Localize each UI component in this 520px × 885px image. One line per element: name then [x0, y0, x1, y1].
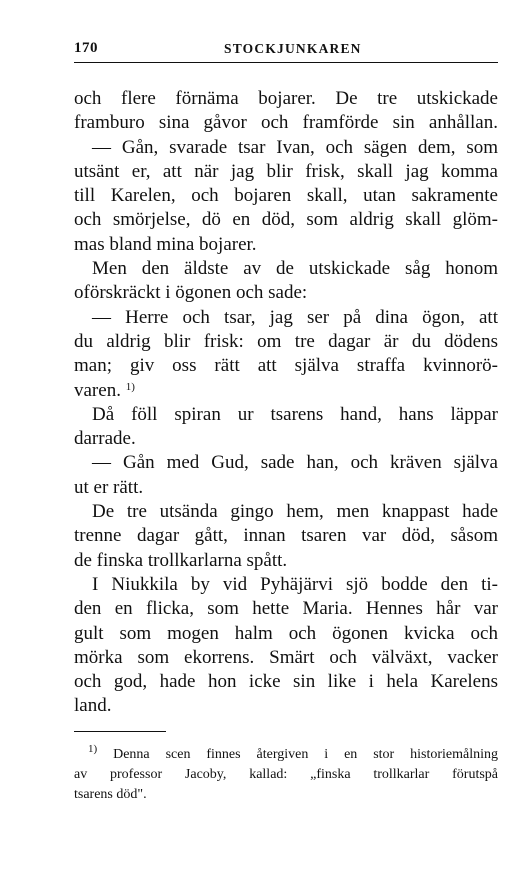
footnote-marker: 1): [88, 743, 98, 755]
text-line: — Gån med Gud, sade han, och kräven själva: [92, 452, 498, 474]
footnote: [74, 745, 498, 805]
text-line: till Karelen, och bojaren skall, utan sakramente: [74, 185, 498, 207]
text-line: ut er rätt.: [74, 476, 144, 498]
footnote-divider: [74, 731, 166, 732]
footnote-line: [74, 745, 498, 765]
footnote-line-content: Denna scen finnes återgiven i en stor historiemålning: [113, 747, 499, 762]
footnote-line: tsarens död".: [74, 787, 147, 802]
running-title: STOCKJUNKAREN: [224, 41, 362, 56]
text-line: De tre utsända gingo hem, men knappast hade: [92, 501, 498, 523]
page-number: 170: [74, 40, 98, 56]
text-line-content: varen.: [74, 379, 121, 401]
text-line: och flere förnäma bojarer. De tre utskickade: [74, 88, 498, 109]
text-line: mas bland mina bojarer.: [74, 233, 257, 255]
text-line: — Herre och tsar, jag ser på dina ögon, att: [92, 306, 498, 328]
text-line: den en flicka, som hette Maria. Hennes hår var: [74, 598, 498, 620]
footnote-reference: 1): [125, 380, 135, 393]
text-line: och god, hade hon icke sin like i hela Karelens: [74, 671, 498, 693]
text-line: du aldrig blir frisk: om tre dagar är du dödens: [74, 330, 498, 352]
text-line: Men den äldste av de utskickade såg honom: [92, 258, 498, 280]
text-line: darrade.: [74, 428, 136, 450]
text-line: man; giv oss rätt att själva straffa kvinnorö-: [74, 355, 498, 377]
text-line: de finska trollkarlarna spått.: [74, 549, 288, 571]
text-line: trenne dagar gått, innan tsaren var död, såsom: [74, 525, 498, 547]
text-line: utsänt er, att när jag blir frisk, skall jag komma: [74, 160, 498, 182]
text-line: Då föll spiran ur tsarens hand, hans läppar: [92, 403, 498, 425]
footnote-line: av professor Jacoby, kallad: „finska trollkarlar förutspå: [74, 767, 498, 782]
text-line: oförskräckt i ögonen och sade:: [74, 282, 308, 304]
text-line: I Niukkila by vid Pyhäjärvi sjö bodde den ti-: [92, 573, 498, 595]
text-line: [74, 379, 498, 403]
text-line: land.: [74, 695, 112, 717]
text-line: — Gån, svarade tsar Ivan, och sägen dem, som: [92, 136, 498, 158]
text-line: och smörjelse, dö en död, som aldrig skall glöm-: [74, 209, 498, 231]
text-line: mörka som ekorrens. Smärt och välväxt, vacker: [74, 646, 498, 668]
page-header: [74, 40, 498, 63]
body-text: [74, 87, 498, 719]
text-line: gult som mogen halm och ögonen kvicka och: [74, 622, 498, 644]
text-line: framburo sina gåvor och framförde sin anhållan.: [74, 112, 498, 134]
